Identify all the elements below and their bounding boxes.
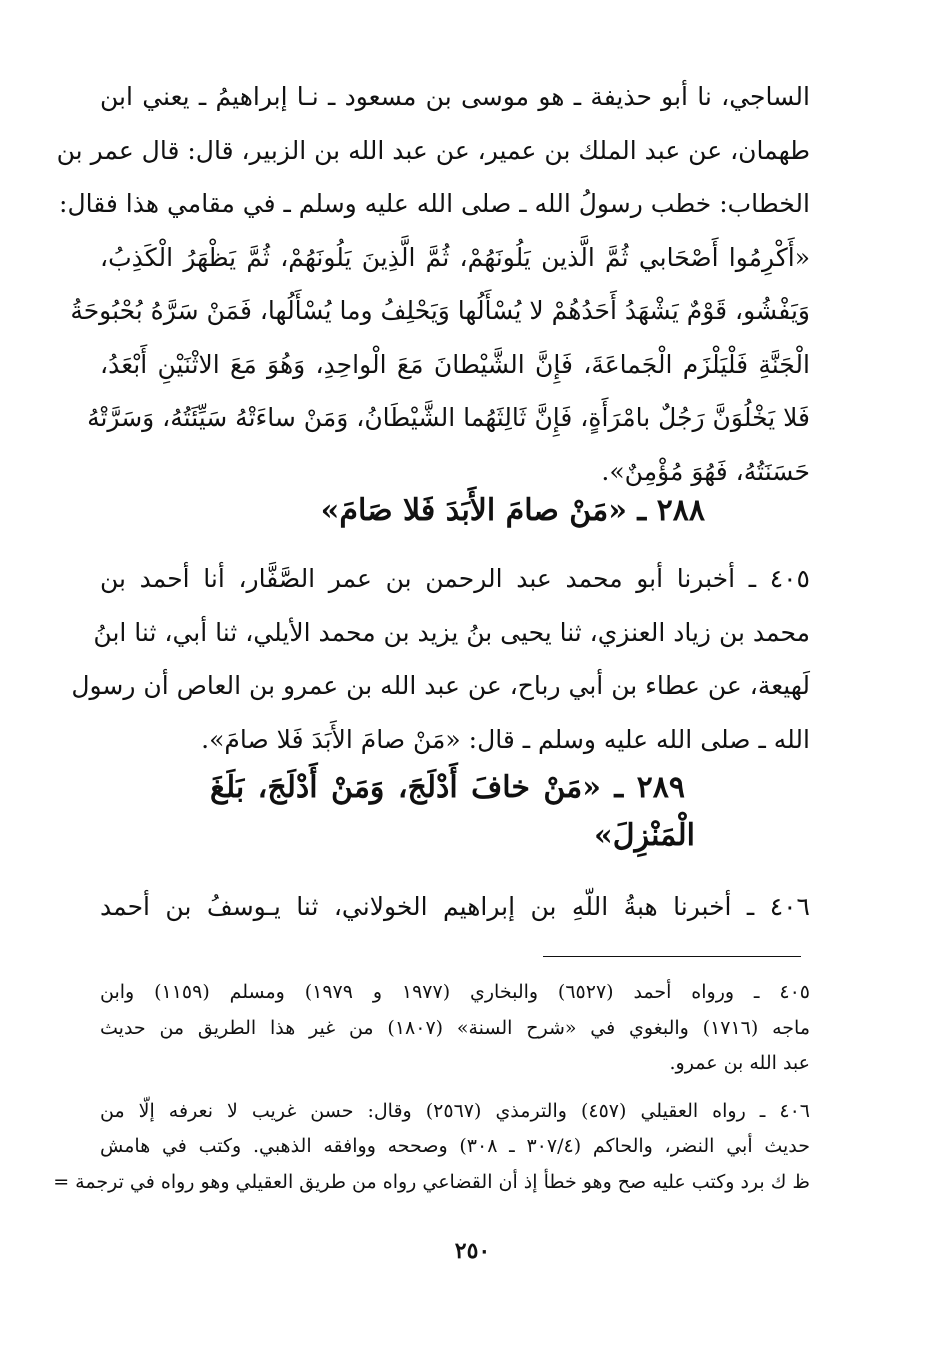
footnote-separator [543,956,801,957]
page-number: ٢٥٠ [454,1238,491,1264]
text-line: الله ـ صلى الله عليه وسلم ـ قال: «مَنْ صامَ الأَبَدَ فَلا صامَ». [201,724,810,754]
text-line: وَيَفْشُو، قَوْمٌ يَشْهَدُ أَحَدُهُمْ لا يُسْأَلُها وَيَحْلِفُ وما يُسْأَلُها، فَمَنْ سَرَّهُ بُحْبُوحَةُ [70,296,810,325]
footnote-line: ٤٠٥ ـ ورواه أحمد (٦٥٢٧) والبخاري (١٩٧٧ و ١٩٧٩) ومسلم (١١٥٩) وابن [100,981,810,1003]
footnote-line: ٤٠٦ ـ رواه العقيلي (٤٥٧) والترمذي (٢٥٦٧) وقال: حسن غريب لا نعرفه إلّا من [100,1099,810,1122]
footnote-line: عبد الله بن عمرو. [669,1052,810,1074]
hadith-288-heading: ٢٨٨ ـ «مَنْ صامَ الأَبَدَ فَلا صَامَ» [320,493,705,528]
footnote-line: ظ ك برد وكتب عليه صح وهو خطأ إذ أن القضاعي رواه من طريق العقيلي وهو رواه في ترجمة = [53,1170,810,1193]
footnote-line: ماجه (١٧١٦) والبغوي في «شرح السنة» (١٨٠٧) من غير هذا الطريق من حديث [100,1016,810,1039]
hadith-289-text [100,880,810,934]
text-line: ٤٠٥ ـ أخبرنا أبو محمد عبد الرحمن بن عمر الصَّفَّار، أنا أحمد بن [100,564,810,593]
text-line: «أَكْرِمُوا أَصْحَابي ثُمَّ الَّذين يَلُونَهُمْ، ثُمَّ الَّذِينَ يَلُونَهُمْ، ثُمَّ يَظْهَرُ الْكَذِبُ، [100,242,810,272]
footnote-line: حديث أبي النضر، والحاكم (٣٠٧/٤ ـ ٣٠٨) وصححه ووافقه الذهبي. وكتب في هامش [100,1135,810,1157]
text-line: طهمان، عن عبد الملك بن عمير، عن عبد الله بن الزبير، قال: قال عمر بن [56,135,810,165]
footnotes-block [53,975,810,1200]
text-line: الْجَنَّةِ فَلْيَلْزَم الْجَماعَةَ، فَإِنَّ الشَّيْطانَ مَعَ الْواحِدِ، وَهُوَ مَعَ الاثْنَيْنِ أَبْعَدُ، [100,349,810,379]
text-line: ٤٠٦ ـ أخبرنا هبةُ اللّهِ بن إبراهيم الخولاني، ثنا يـوسفُ بن أحمد [100,892,810,921]
hadith-288-text [71,552,810,766]
text-line: محمد بن زياد العنزي، ثنا يحيى بنُ يزيد بن محمد الأيلي، ثنا أبي، ثنا ابنُ [93,617,810,647]
main-text-block [56,70,810,498]
text-line: حَسَنَتُهُ، فَهُوَ مُؤْمِنٌ». [601,456,810,486]
text-line: الخطاب: خطب رسولُ الله ـ صلى الله عليه وسلم ـ في مقامي هذا فقال: [59,189,810,218]
hadith-289-heading: ٢٨٩ ـ «مَنْ خافَ أَدْلَجَ، وَمَنْ أَدْلَجَ، بَلَغَ [210,770,685,805]
text-line: الساجي، نا أبو حذيفة ـ هو موسى بن مسعود ـ نـا إبراهيمُ ـ يعني ابن [100,82,810,111]
text-line: فَلا يَخْلُوَنَّ رَجُلٌ بامْرَأَةٍ، فَإِنَّ ثَالِثَهُما الشَّيْطَانُ، وَمَنْ ساءَتْهُ سَيِّئَتُهُ، وَسَرَّتْهُ [87,403,810,432]
footnote-gap [100,1082,810,1094]
text-line: لَهيعة، عن عطاء بن أبي رباح، عن عبد الله بن عمرو بن العاص أن رسول [71,671,810,700]
hadith-289-heading-continuation: الْمَنْزِلَ» [594,818,695,853]
